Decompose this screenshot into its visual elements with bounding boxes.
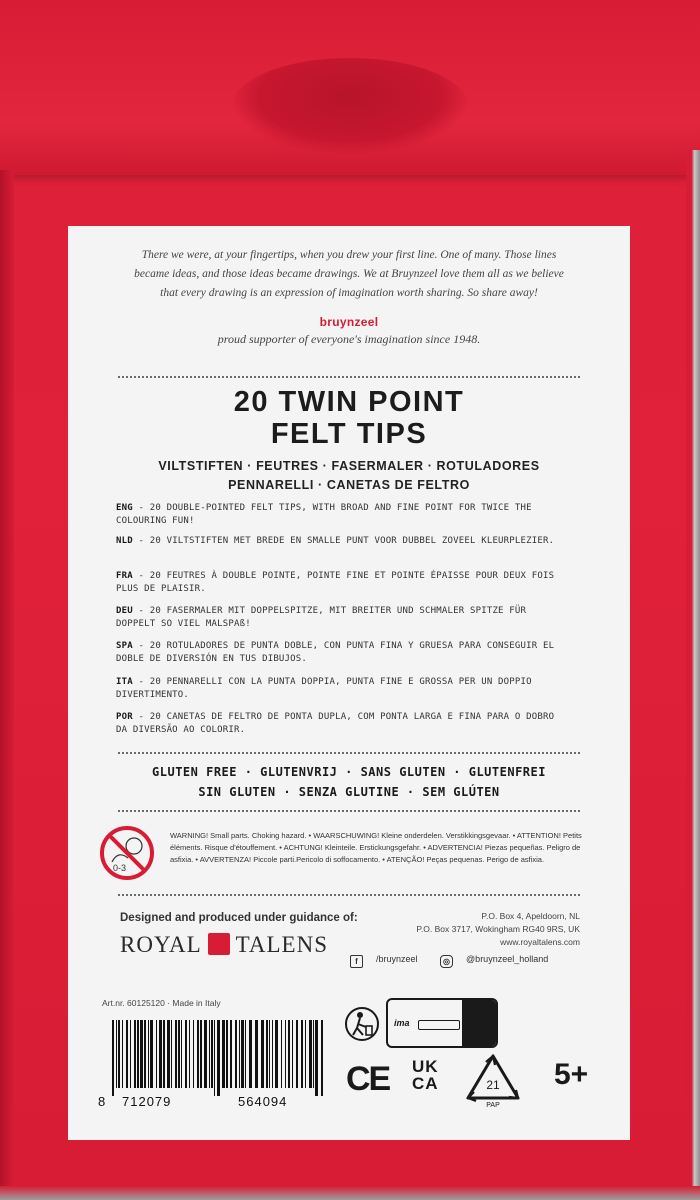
- barcode-digit-group-left: 712079: [122, 1094, 172, 1109]
- recycle-bin-icon: [462, 1000, 496, 1046]
- lang-nld: [116, 535, 556, 548]
- facebook-handle: /bruynzeel: [376, 954, 418, 964]
- barcode-bar: [269, 1020, 270, 1088]
- barcode-bar: [185, 1020, 187, 1088]
- lang-code: POR: [116, 712, 133, 722]
- barcode-bar: [281, 1020, 282, 1088]
- lang-eng: [116, 502, 556, 528]
- barcode-bar: [189, 1020, 190, 1088]
- barcode-bar: [255, 1020, 258, 1088]
- address-block: [340, 910, 580, 949]
- barcode-bar: [313, 1020, 314, 1088]
- lang-spa: [116, 640, 556, 666]
- product-title: [68, 386, 630, 450]
- barcode-bar: [288, 1020, 290, 1088]
- triman-sorting-logo: [386, 998, 498, 1048]
- talens-word: TALENS: [235, 932, 328, 957]
- age-warning-icon: [98, 824, 156, 882]
- barcode-bar: [285, 1020, 286, 1088]
- lang-fra: [116, 570, 556, 596]
- barcode-bar: [309, 1020, 312, 1088]
- barcode-bar: [222, 1020, 225, 1088]
- barcode-bar: [144, 1020, 146, 1088]
- barcode-bar: [305, 1020, 306, 1088]
- lang-text: - 20 VILTSTIFTEN MET BREDE EN SMALLE PUNT VOOR DUBBEL ZOVEEL KLEURPLEZIER.: [132, 536, 555, 546]
- barcode-bar: [315, 1020, 318, 1096]
- barcode-bar: [150, 1020, 153, 1088]
- lang-text: - 20 FASERMALER MIT DOPPELSPITZE, MIT BREITER UND SCHMALER SPITZE FÜR DOPPELT SO VIEL MALSPAß!: [116, 606, 527, 629]
- barcode-bar: [116, 1020, 117, 1088]
- lang-text: - 20 PENNARELLI CON LA PUNTA DOPPIA, PUNTA FINE E GROSSA PER UN DOPPIO DIVERTIMENTO.: [116, 677, 532, 700]
- address-line: www.royaltalens.com: [500, 937, 580, 947]
- barcode-bar: [301, 1020, 303, 1088]
- address-line: P.O. Box 4, Apeldoorn, NL: [481, 911, 580, 921]
- lang-text: - 20 ROTULADORES DE PUNTA DOBLE, CON PUNTA FINA Y GRUESA PARA CONSEGUIR EL DOBLE DE DIVERSIÓN EN TUS DIBUJOS.: [116, 641, 555, 664]
- intro-line: that every drawing is an expression of imagination worth sharing. So share away!: [160, 287, 538, 299]
- recycle-pap-icon: [464, 1052, 522, 1108]
- barcode-bar: [266, 1020, 268, 1088]
- barcode-bar: [245, 1020, 246, 1088]
- instagram-link[interactable]: [430, 954, 548, 964]
- dotted-divider: [118, 810, 580, 812]
- warning-text: WARNING! Small parts. Choking hazard. • WAARSCHUWING! Kleine onderdelen. Verstikkingsgevaar. • ATTENTION! Petits éléments. Risque d'étouffement. • ACHTUNG! Kleinteile. Erstickungsgefahr. • ADVERTENCIA! Piezas pequeñas. Peligro de asfixia. • AVVERTENZA! Piccole parti.Pericolo di soffocamento. • ATENÇÃO! Peças pequenas. Perigo de asfixia.: [170, 831, 582, 864]
- dotted-divider: [118, 894, 580, 896]
- barcode-bar: [209, 1020, 210, 1088]
- recycle-number: 21: [486, 1078, 500, 1092]
- intro-text: [68, 246, 630, 303]
- barcode-bar: [261, 1020, 264, 1088]
- barcode-bar: [235, 1020, 237, 1088]
- gluten-free-notice: [68, 762, 630, 802]
- barcode-bar: [181, 1020, 182, 1088]
- subtitle-line: PENNARELLI · CANETAS DE FELTRO: [228, 478, 470, 492]
- barcode-bar: [126, 1020, 128, 1088]
- barcode-bar: [159, 1020, 162, 1088]
- dotted-divider: [118, 752, 580, 754]
- lang-text: - 20 CANETAS DE FELTRO DE PONTA DUPLA, COM PONTA LARGA E FINA PARA O DOBRO DA DIVERSÃO AO COLORIR.: [116, 712, 555, 735]
- lang-code: ENG: [116, 503, 133, 513]
- address-line: P.O. Box 3717, Wokingham RG40 9RS, UK: [416, 924, 580, 934]
- box-bottom-edge: [0, 1186, 700, 1200]
- barcode-bar: [134, 1020, 136, 1088]
- lang-ita: [116, 676, 556, 702]
- label-panel: [68, 226, 630, 1140]
- barcode-digit-group-right: 564094: [238, 1094, 288, 1109]
- lang-code: DEU: [116, 606, 133, 616]
- box-right-edge: [686, 150, 700, 1200]
- subtitle-line: VILTSTIFTEN · FEUTRES · FASERMALER · ROTULADORES: [158, 459, 540, 473]
- barcode-bar: [140, 1020, 143, 1088]
- brand-logo: bruynzeel: [319, 315, 379, 329]
- barcode-bar: [226, 1020, 228, 1088]
- ukca-mark: [412, 1058, 439, 1092]
- triman-label: ima: [394, 1018, 410, 1028]
- title-line: 20 TWIN POINT: [233, 386, 465, 418]
- lang-code: SPA: [116, 641, 133, 651]
- barcode-bar: [130, 1020, 131, 1088]
- lang-code: NLD: [116, 536, 133, 546]
- facebook-link[interactable]: [340, 954, 418, 964]
- barcode-bar: [217, 1020, 220, 1096]
- ce-mark: CE: [346, 1060, 390, 1098]
- barcode-bar: [200, 1020, 202, 1088]
- recycle-label: PAP: [486, 1102, 500, 1108]
- ukca-top: UK: [412, 1057, 439, 1076]
- social-links: [330, 954, 580, 968]
- barcode-bar: [171, 1020, 172, 1088]
- barcode-bar: [112, 1020, 114, 1096]
- barcode-bar: [118, 1020, 120, 1088]
- barcode-bar: [292, 1020, 293, 1088]
- marker-pictogram: [418, 1020, 460, 1030]
- gluten-line: GLUTEN FREE · GLUTENVRIJ · SANS GLUTEN · GLUTENFREI: [152, 765, 546, 779]
- instagram-handle: @bruynzeel_holland: [466, 954, 549, 964]
- thumb-notch: [232, 58, 468, 154]
- instagram-icon: ◎: [440, 955, 453, 968]
- barcode-bar: [249, 1020, 252, 1088]
- royal-word: ROYAL: [120, 932, 202, 957]
- product-subtitle: [68, 457, 630, 495]
- barcode-bar: [167, 1020, 170, 1088]
- facebook-icon: f: [350, 955, 363, 968]
- lang-code: ITA: [116, 677, 133, 687]
- tidy-man-icon: [344, 1006, 380, 1042]
- barcode-bar: [175, 1020, 177, 1088]
- barcode-bar: [148, 1020, 149, 1088]
- age-rating: 5+: [554, 1058, 589, 1091]
- barcode-bar: [204, 1020, 207, 1088]
- age-warning-label: 0-3: [113, 863, 127, 873]
- supporter-tagline: proud supporter of everyone's imagination since 1948.: [217, 332, 481, 346]
- royal-talens-mark: [208, 933, 230, 955]
- designed-by: Designed and produced under guidance of:: [120, 912, 358, 924]
- barcode-bar: [272, 1020, 273, 1088]
- intro-line: There we were, at your fingertips, when you drew your first line. One of many. Those lines: [141, 249, 557, 261]
- barcode-bar: [178, 1020, 180, 1088]
- lang-deu: [116, 605, 556, 631]
- intro-line: became ideas, and those ideas became drawings. We at Bruynzeel love them all as we believe: [134, 268, 564, 280]
- lang-text: - 20 FEUTRES À DOUBLE POINTE, POINTE FINE ET POINTE ÉPAISSE POUR DEUX FOIS PLUS DE PLAISIR.: [116, 571, 555, 594]
- ukca-bottom: CA: [412, 1074, 439, 1093]
- barcode-bar: [239, 1020, 240, 1088]
- barcode-bar: [296, 1020, 298, 1088]
- box-left-edge: [0, 170, 14, 1200]
- royal-talens-logo: [120, 932, 328, 958]
- barcode: [98, 1020, 338, 1096]
- lang-por: [116, 711, 556, 737]
- barcode-bar: [156, 1020, 157, 1088]
- barcode-bar: [193, 1020, 194, 1088]
- barcode-bar: [163, 1020, 165, 1088]
- barcode-bar: [197, 1020, 199, 1088]
- barcode-digit-first: 8: [98, 1094, 107, 1109]
- dotted-divider: [118, 376, 580, 378]
- barcode-bar: [275, 1020, 278, 1088]
- barcode-bar: [137, 1020, 139, 1088]
- barcode-bar: [211, 1020, 213, 1088]
- lang-text: - 20 DOUBLE-POINTED FELT TIPS, WITH BROAD AND FINE POINT FOR TWICE THE COLOURING FUN!: [116, 503, 532, 526]
- article-number: Art.nr. 60125120 · Made in Italy: [102, 998, 221, 1008]
- barcode-bar: [321, 1020, 323, 1096]
- barcode-bar: [214, 1020, 215, 1096]
- barcode-bar: [122, 1020, 123, 1088]
- gluten-line: SIN GLUTEN · SENZA GLUTINE · SEM GLÚTEN: [198, 785, 500, 799]
- lang-code: FRA: [116, 571, 133, 581]
- barcode-bar: [241, 1020, 244, 1088]
- box-top-flap: [0, 0, 700, 175]
- barcode-bar: [230, 1020, 232, 1088]
- title-line: FELT TIPS: [270, 418, 428, 450]
